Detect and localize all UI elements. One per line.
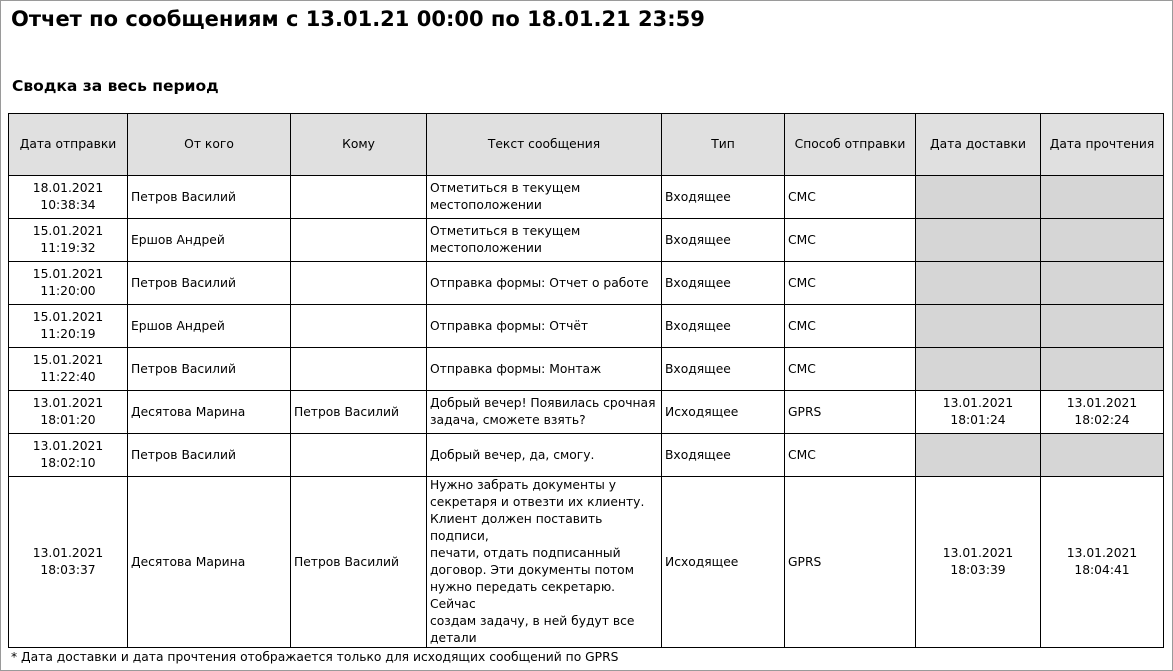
cell-read-date bbox=[1041, 176, 1164, 219]
cell-message-text bbox=[427, 305, 662, 348]
column-header-sent-date: Дата отправки bbox=[9, 114, 128, 176]
message-text-line: Отправка формы: Отчет о работе bbox=[430, 275, 649, 290]
message-text-line: Клиент должен поставить подписи, bbox=[430, 512, 603, 543]
cell-message-text bbox=[427, 348, 662, 391]
table-row bbox=[9, 305, 1164, 348]
cell-message-text bbox=[427, 176, 662, 219]
message-text-line: договор. Эти документы потом bbox=[430, 563, 634, 577]
column-header-message-text: Текст сообщения bbox=[427, 114, 662, 176]
sent-date: 13.01.2021 bbox=[32, 546, 104, 560]
cell-delivered-date bbox=[916, 219, 1041, 262]
sent-date: 15.01.2021 bbox=[32, 310, 104, 324]
read-time: 18:04:41 bbox=[1074, 563, 1130, 577]
cell-sent-date bbox=[9, 262, 128, 305]
message-text-line: задача, сможете взять? bbox=[430, 413, 586, 427]
cell-sent-date bbox=[9, 305, 128, 348]
message-text-line: Отправка формы: Монтаж bbox=[430, 361, 602, 376]
read-time: 18:02:24 bbox=[1074, 413, 1130, 427]
cell-read-date bbox=[1041, 391, 1164, 434]
cell-from: Ершов Андрей bbox=[128, 219, 291, 262]
table-body bbox=[9, 176, 1164, 648]
cell-from: Петров Василий bbox=[128, 434, 291, 477]
cell-type: Входящее bbox=[662, 305, 785, 348]
message-text-line: печати, отдать подписанный bbox=[430, 546, 621, 560]
column-header-read-date: Дата прочтения bbox=[1041, 114, 1164, 176]
column-header-from: От кого bbox=[128, 114, 291, 176]
sent-time: 10:38:34 bbox=[40, 198, 96, 212]
cell-read-date bbox=[1041, 348, 1164, 391]
cell-type: Входящее bbox=[662, 434, 785, 477]
message-text-line: детали bbox=[430, 631, 477, 645]
cell-to bbox=[291, 305, 427, 348]
cell-send-method: GPRS bbox=[785, 391, 916, 434]
message-text-line: Отметиться в текущем bbox=[430, 224, 581, 238]
cell-send-method: GPRS bbox=[785, 477, 916, 648]
cell-to bbox=[291, 348, 427, 391]
message-text-line: нужно передать секретарю. Сейчас bbox=[430, 580, 616, 611]
cell-to: Петров Василий bbox=[291, 391, 427, 434]
message-text-line: секретаря и отвезти их клиенту. bbox=[430, 495, 645, 509]
message-text-line: Добрый вечер! Появилась срочная bbox=[430, 396, 656, 410]
cell-type: Исходящее bbox=[662, 391, 785, 434]
message-text-line: местоположении bbox=[430, 198, 542, 212]
column-header-send-method: Способ отправки bbox=[785, 114, 916, 176]
message-text-line: Отметиться в текущем bbox=[430, 181, 581, 195]
cell-type: Входящее bbox=[662, 262, 785, 305]
sent-date: 13.01.2021 bbox=[32, 396, 104, 410]
cell-read-date bbox=[1041, 305, 1164, 348]
sent-time: 11:20:00 bbox=[40, 284, 96, 298]
sent-time: 11:22:40 bbox=[40, 370, 96, 384]
message-text-line: Добрый вечер, да, смогу. bbox=[430, 447, 595, 462]
sent-time: 11:19:32 bbox=[40, 241, 96, 255]
table-row bbox=[9, 176, 1164, 219]
cell-send-method: СМС bbox=[785, 219, 916, 262]
cell-type: Исходящее bbox=[662, 477, 785, 648]
report-title: Отчет по сообщениям с 13.01.21 00:00 по 18.01.21 23:59 bbox=[11, 7, 705, 31]
read-date: 13.01.2021 bbox=[1066, 546, 1138, 560]
cell-from: Петров Василий bbox=[128, 176, 291, 219]
sent-time: 18:03:37 bbox=[40, 563, 96, 577]
cell-sent-date bbox=[9, 219, 128, 262]
sent-time: 18:01:20 bbox=[40, 413, 96, 427]
cell-message-text bbox=[427, 262, 662, 305]
section-title: Сводка за весь период bbox=[12, 77, 219, 95]
cell-delivered-date bbox=[916, 434, 1041, 477]
cell-sent-date bbox=[9, 477, 128, 648]
cell-read-date bbox=[1041, 262, 1164, 305]
cell-send-method: СМС bbox=[785, 348, 916, 391]
sent-date: 15.01.2021 bbox=[32, 267, 104, 281]
table-row bbox=[9, 391, 1164, 434]
cell-delivered-date bbox=[916, 262, 1041, 305]
cell-from: Десятова Марина bbox=[128, 477, 291, 648]
delivered-time: 18:01:24 bbox=[950, 413, 1006, 427]
cell-read-date bbox=[1041, 219, 1164, 262]
table-row bbox=[9, 348, 1164, 391]
cell-send-method: СМС bbox=[785, 305, 916, 348]
sent-time: 11:20:19 bbox=[40, 327, 96, 341]
cell-message-text bbox=[427, 477, 662, 648]
read-date: 13.01.2021 bbox=[1066, 396, 1138, 410]
cell-send-method: СМС bbox=[785, 434, 916, 477]
cell-delivered-date bbox=[916, 348, 1041, 391]
cell-to bbox=[291, 219, 427, 262]
cell-from: Петров Василий bbox=[128, 262, 291, 305]
cell-read-date bbox=[1041, 477, 1164, 648]
sent-time: 18:02:10 bbox=[40, 456, 96, 470]
cell-type: Входящее bbox=[662, 348, 785, 391]
footnote: * Дата доставки и дата прочтения отображается только для исходящих сообщений по GPRS bbox=[11, 650, 619, 664]
cell-sent-date bbox=[9, 434, 128, 477]
sent-date: 13.01.2021 bbox=[32, 439, 104, 453]
cell-from: Петров Василий bbox=[128, 348, 291, 391]
message-text-line: Нужно забрать документы у bbox=[430, 478, 617, 492]
cell-read-date bbox=[1041, 434, 1164, 477]
cell-type: Входящее bbox=[662, 219, 785, 262]
cell-from: Ершов Андрей bbox=[128, 305, 291, 348]
cell-to bbox=[291, 434, 427, 477]
cell-message-text bbox=[427, 219, 662, 262]
message-text-line: создам задачу, в ней будут все bbox=[430, 614, 635, 628]
cell-message-text bbox=[427, 434, 662, 477]
cell-to: Петров Василий bbox=[291, 477, 427, 648]
sent-date: 15.01.2021 bbox=[32, 353, 104, 367]
table-row bbox=[9, 262, 1164, 305]
cell-to bbox=[291, 176, 427, 219]
cell-from: Десятова Марина bbox=[128, 391, 291, 434]
cell-type: Входящее bbox=[662, 176, 785, 219]
cell-delivered-date bbox=[916, 176, 1041, 219]
cell-sent-date bbox=[9, 391, 128, 434]
cell-sent-date bbox=[9, 176, 128, 219]
cell-send-method: СМС bbox=[785, 176, 916, 219]
cell-send-method: СМС bbox=[785, 262, 916, 305]
cell-delivered-date bbox=[916, 305, 1041, 348]
table-row bbox=[9, 219, 1164, 262]
table-header-row bbox=[9, 114, 1164, 176]
message-text-line: местоположении bbox=[430, 241, 542, 255]
delivered-time: 18:03:39 bbox=[950, 563, 1006, 577]
cell-to bbox=[291, 262, 427, 305]
cell-sent-date bbox=[9, 348, 128, 391]
cell-delivered-date bbox=[916, 391, 1041, 434]
cell-delivered-date bbox=[916, 477, 1041, 648]
sent-date: 18.01.2021 bbox=[32, 181, 104, 195]
messages-table bbox=[8, 113, 1164, 648]
delivered-date: 13.01.2021 bbox=[942, 396, 1014, 410]
column-header-type: Тип bbox=[662, 114, 785, 176]
column-header-delivered-date: Дата доставки bbox=[916, 114, 1041, 176]
table-row bbox=[9, 477, 1164, 648]
table-row bbox=[9, 434, 1164, 477]
column-header-to: Кому bbox=[291, 114, 427, 176]
delivered-date: 13.01.2021 bbox=[942, 546, 1014, 560]
message-text-line: Отправка формы: Отчёт bbox=[430, 318, 589, 333]
sent-date: 15.01.2021 bbox=[32, 224, 104, 238]
cell-message-text bbox=[427, 391, 662, 434]
